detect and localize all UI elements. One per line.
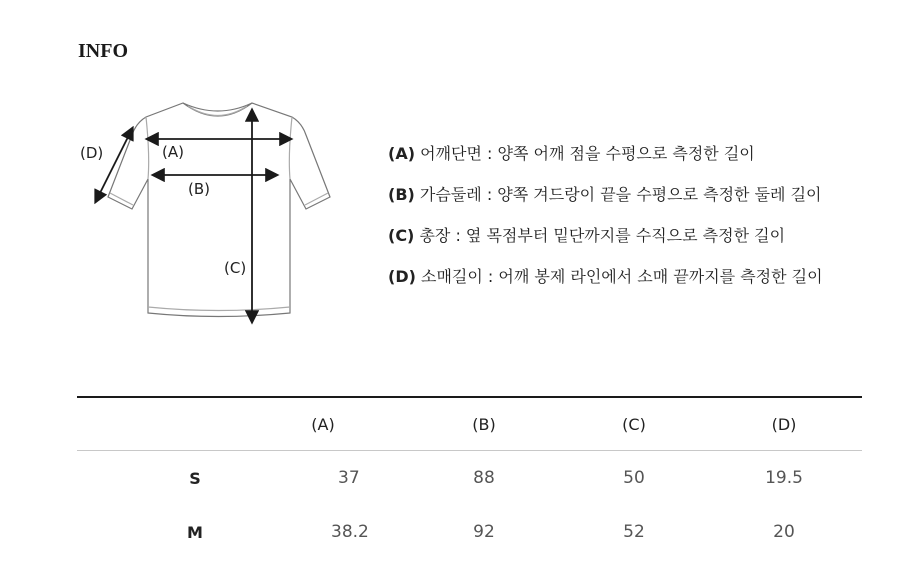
legend-code: (A) <box>388 144 416 163</box>
legend-code: (D) <box>388 267 416 286</box>
tshirt-outline <box>108 103 330 317</box>
value-d: 20 <box>773 522 795 542</box>
measurement-legend <box>388 140 823 304</box>
value-a: 37 <box>338 468 360 488</box>
tshirt-measurement-diagram <box>70 95 370 335</box>
table-row <box>77 505 862 559</box>
diagram-label-a: (A) <box>162 143 184 161</box>
legend-item-b <box>388 181 823 209</box>
line-d <box>96 129 132 201</box>
size-label: S <box>189 468 201 488</box>
header-a: (A) <box>311 414 335 434</box>
header-b: (B) <box>472 414 496 434</box>
value-b: 92 <box>473 522 495 542</box>
legend-item-a <box>388 140 823 168</box>
legend-item-d <box>388 263 823 291</box>
value-c: 50 <box>623 468 645 488</box>
info-title: INFO <box>78 40 128 62</box>
legend-code: (B) <box>388 185 415 204</box>
diagram-label-c: (C) <box>224 259 247 277</box>
legend-text: 어깨단면 : 양쪽 어깨 점을 수평으로 측정한 길이 <box>415 144 755 163</box>
value-c: 52 <box>623 522 645 542</box>
legend-text: 소매길이 : 어깨 봉제 라인에서 소매 끝까지를 측정한 길이 <box>415 267 823 286</box>
table-row <box>77 451 862 505</box>
legend-text: 총장 : 옆 목점부터 밑단까지를 수직으로 측정한 길이 <box>414 226 786 245</box>
measurement-lines <box>96 111 290 321</box>
diagram-label-b: (B) <box>188 180 210 198</box>
diagram-label-d: (D) <box>80 144 104 162</box>
table-header-row <box>77 398 862 451</box>
value-a: 38.2 <box>331 522 369 542</box>
header-c: (C) <box>622 414 646 434</box>
legend-code: (C) <box>388 226 415 245</box>
value-b: 88 <box>473 468 495 488</box>
size-table <box>77 396 862 559</box>
header-d: (D) <box>771 414 797 434</box>
size-label: M <box>187 522 203 542</box>
legend-text: 가슴둘레 : 양쪽 겨드랑이 끝을 수평으로 측정한 둘레 길이 <box>414 185 822 204</box>
legend-item-c <box>388 222 823 250</box>
value-d: 19.5 <box>765 468 803 488</box>
